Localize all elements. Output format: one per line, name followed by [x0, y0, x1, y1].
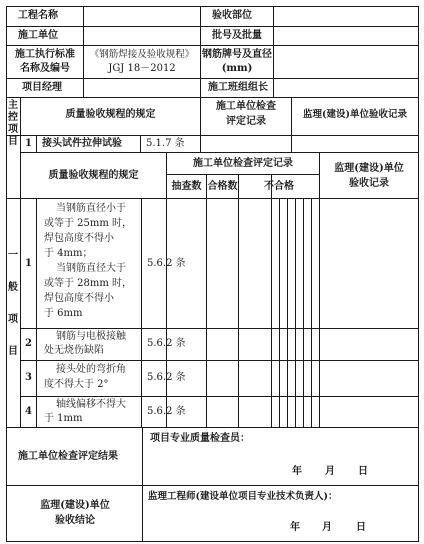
- general-supervisor-line2: 验收记录: [349, 178, 389, 189]
- main-construct-eval-line2: 评定记录: [226, 116, 266, 127]
- general-item-3-clause: 5.6.2 条: [147, 372, 186, 383]
- project-manager-label: 项目经理: [22, 82, 62, 93]
- date-year-2: 年: [290, 522, 300, 533]
- general-item-1-line: 或等于 28mm 时，: [44, 278, 133, 289]
- supervisor-conclusion-line2: 验收结论: [55, 515, 95, 526]
- general-item-2-clause: 5.6.2 条: [147, 338, 186, 349]
- general-item-3-line: 接头处的弯折角: [56, 364, 126, 375]
- main-supervisor-label: 监理(建设)单位验收记录: [303, 109, 407, 120]
- general-item-1-line: 于 4mm；: [44, 248, 93, 259]
- fail-header: 不合格: [264, 181, 294, 192]
- rebar-label-line1: 钢筋牌号及直径: [202, 49, 272, 60]
- general-item-2-line: 钢筋与电极接触: [56, 331, 126, 342]
- team-leader-label: 施工班组组长: [208, 82, 268, 93]
- general-item-4-clause: 5.6.2 条: [147, 406, 186, 417]
- general-construct-eval: 施工单位检查评定记录: [193, 158, 293, 169]
- date-day-1: 日: [358, 466, 368, 477]
- main-item-text: 接头试件拉伸试验: [42, 138, 122, 149]
- construct-result-label: 施工单位检查评定结果: [18, 451, 118, 462]
- main-item-clause: 5.1.7 条: [146, 138, 185, 149]
- main-spec-title: 质量验收规程的规定: [65, 109, 156, 120]
- general-item-1-line: 于 6mm: [44, 308, 83, 319]
- general-supervisor-line1: 监理(建设)单位: [334, 163, 404, 174]
- general-item-3-line: 度不得大于 2°: [44, 379, 109, 390]
- supervisor-conclusion-line1: 监理(建设)单位: [40, 500, 110, 511]
- general-item-1-clause: 5.6.2 条: [147, 258, 186, 269]
- inspector-label: 项目专业质量检查员：: [150, 433, 250, 444]
- date-month-1: 月: [325, 466, 335, 477]
- standard-label-line2: 名称及编号: [20, 63, 70, 74]
- date-day-2: 日: [356, 522, 366, 533]
- general-item-2-line: 处无烧伤缺陷: [44, 345, 104, 356]
- general-item-4-line: 于 1mm: [44, 413, 83, 424]
- construction-unit-label: 施工单位: [18, 30, 58, 41]
- general-item-1-line: 或等于 25mm 时，: [44, 218, 133, 229]
- standard-value-line1: 《钢筋焊接及验收规程》: [89, 49, 195, 60]
- sample-count-header: 抽查数: [171, 181, 202, 192]
- general-item-1-line: 当钢筋直径小于: [56, 203, 126, 214]
- general-side-label: 一般项目: [8, 250, 18, 357]
- date-month-2: 月: [322, 522, 332, 533]
- general-item-1-line: 焊包高度不得小: [44, 293, 114, 304]
- general-spec-title: 质量验收规程的规定: [48, 170, 139, 181]
- main-construct-eval-line1: 施工单位检查: [216, 101, 276, 112]
- main-item-no: 1: [25, 138, 32, 149]
- general-item-2-no: 2: [25, 338, 32, 349]
- standard-value-line2: JGJ 18－2012: [108, 63, 176, 74]
- main-control-side-label: 主控项目: [8, 100, 18, 147]
- acceptance-part-label: 验收部位: [212, 10, 252, 21]
- general-item-1-line: 当钢筋直径大于: [56, 263, 126, 274]
- general-item-4-no: 4: [25, 406, 32, 417]
- pass-count-header: 合格数: [207, 181, 238, 192]
- general-item-1-line: 焊包高度不得小: [44, 233, 114, 244]
- project-name-label: 工程名称: [18, 10, 58, 21]
- general-item-1-no: 1: [25, 258, 32, 269]
- standard-label-line1: 施工执行标准: [15, 49, 75, 60]
- general-item-3-no: 3: [25, 372, 32, 383]
- rebar-label-line2: (mm): [221, 63, 253, 74]
- batch-label: 批号及批量: [212, 30, 262, 41]
- date-year-1: 年: [292, 466, 302, 477]
- general-item-4-line: 轴线偏移不得大: [56, 399, 126, 410]
- engineer-label: 监理工程师(建设单位项目专业技术负责人)：: [148, 491, 338, 502]
